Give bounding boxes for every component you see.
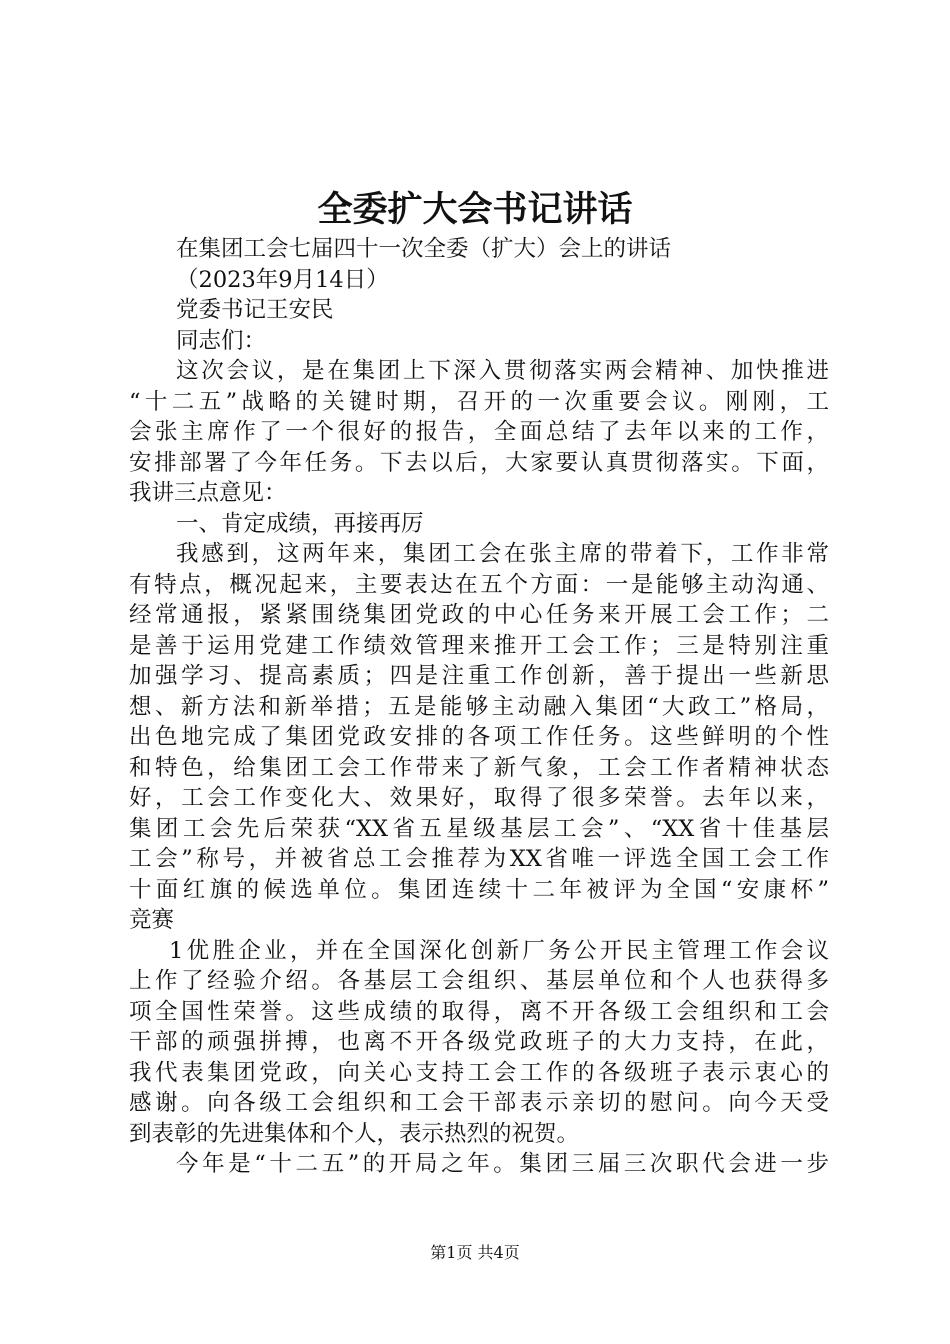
body-line: 经常通报，紧紧围绕集团党政的中心任务来开展工会工作；二	[129, 602, 829, 628]
body-line: 竞赛	[129, 907, 175, 933]
body-line: 项全国性荣誉。这些成绩的取得，离不开各级工会组织和工会	[129, 998, 829, 1025]
salutation: 同志们：	[176, 327, 267, 354]
body-line: 1优胜企业，并在全国深化创新厂务公开民主管理工作会议	[169, 937, 829, 964]
body-line: 感谢。向各级工会组织和工会干部表示亲切的慰问。向今天受	[129, 1090, 829, 1116]
body-line: “十二五”战略的关键时期，召开的一次重要会议。刚刚，工	[129, 388, 829, 415]
page-number: 第1页 共4页	[430, 1243, 520, 1262]
body-line: 到表彰的先进集体和个人，表示热烈的祝贺。	[129, 1120, 580, 1147]
document-body	[129, 234, 829, 1180]
body-line: 上作了经验介绍。各基层工会组织、基层单位和个人也获得多	[129, 968, 829, 994]
body-line: 今年是“十二五”的开局之年。集团三届三次职代会进一步	[176, 1151, 829, 1177]
body-line: 和特色，给集团工会工作带来了新气象，工会工作者精神状态	[129, 754, 829, 781]
speaker: 党委书记王安民	[176, 297, 334, 323]
body-line: 干部的顽强拼搏，也离不开各级党政班子的大力支持，在此，	[129, 1029, 829, 1055]
section-heading: 一、肯定成绩，再接再厉	[176, 510, 424, 537]
body-line: 想、新方法和新举措；五是能够主动融入集团“大政工”格局，	[129, 693, 829, 720]
body-line: 工会”称号，并被省总工会推荐为XX省唯一评选全国工会工作	[129, 846, 829, 872]
body-line: 我代表集团党政，向关心支持工会工作的各级班子表示衷心的	[129, 1059, 829, 1086]
speech-heading: 在集团工会七届四十一次全委（扩大）会上的讲话	[176, 236, 672, 262]
body-line: 我讲三点意见：	[129, 480, 287, 506]
body-line: 集团工会先后荣获“XX省五星级基层工会”、“XX省十佳基层	[129, 815, 829, 842]
body-line: 有特点，概况起来，主要表达在五个方面：一是能够主动沟通、	[129, 571, 829, 598]
body-line: 会张主席作了一个很好的报告，全面总结了去年以来的工作，	[129, 419, 829, 445]
body-line: 十面红旗的候选单位。集团连续十二年被评为全国“安康杯”	[129, 876, 829, 903]
body-line: 是善于运用党建工作绩效管理来推开工会工作；三是特别注重	[129, 632, 829, 659]
body-line: 出色地完成了集团党政安排的各项工作任务。这些鲜明的个性	[129, 724, 829, 750]
speech-date: （2023年9月14日）	[176, 266, 389, 293]
body-line: 加强学习、提高素质；四是注重工作创新，善于提出一些新思	[129, 663, 829, 689]
body-line: 这次会议，是在集团上下深入贯彻落实两会精神、加快推进	[176, 358, 829, 384]
document-title: 全委扩大会书记讲话	[317, 189, 633, 230]
body-line: 我感到，这两年来，集团工会在张主席的带着下，工作非常	[176, 541, 829, 567]
body-line: 安排部署了今年任务。下去以后，大家要认真贯彻落实。下面，	[129, 449, 829, 476]
body-line: 好，工会工作变化大、效果好，取得了很多荣誉。去年以来，	[129, 785, 829, 811]
